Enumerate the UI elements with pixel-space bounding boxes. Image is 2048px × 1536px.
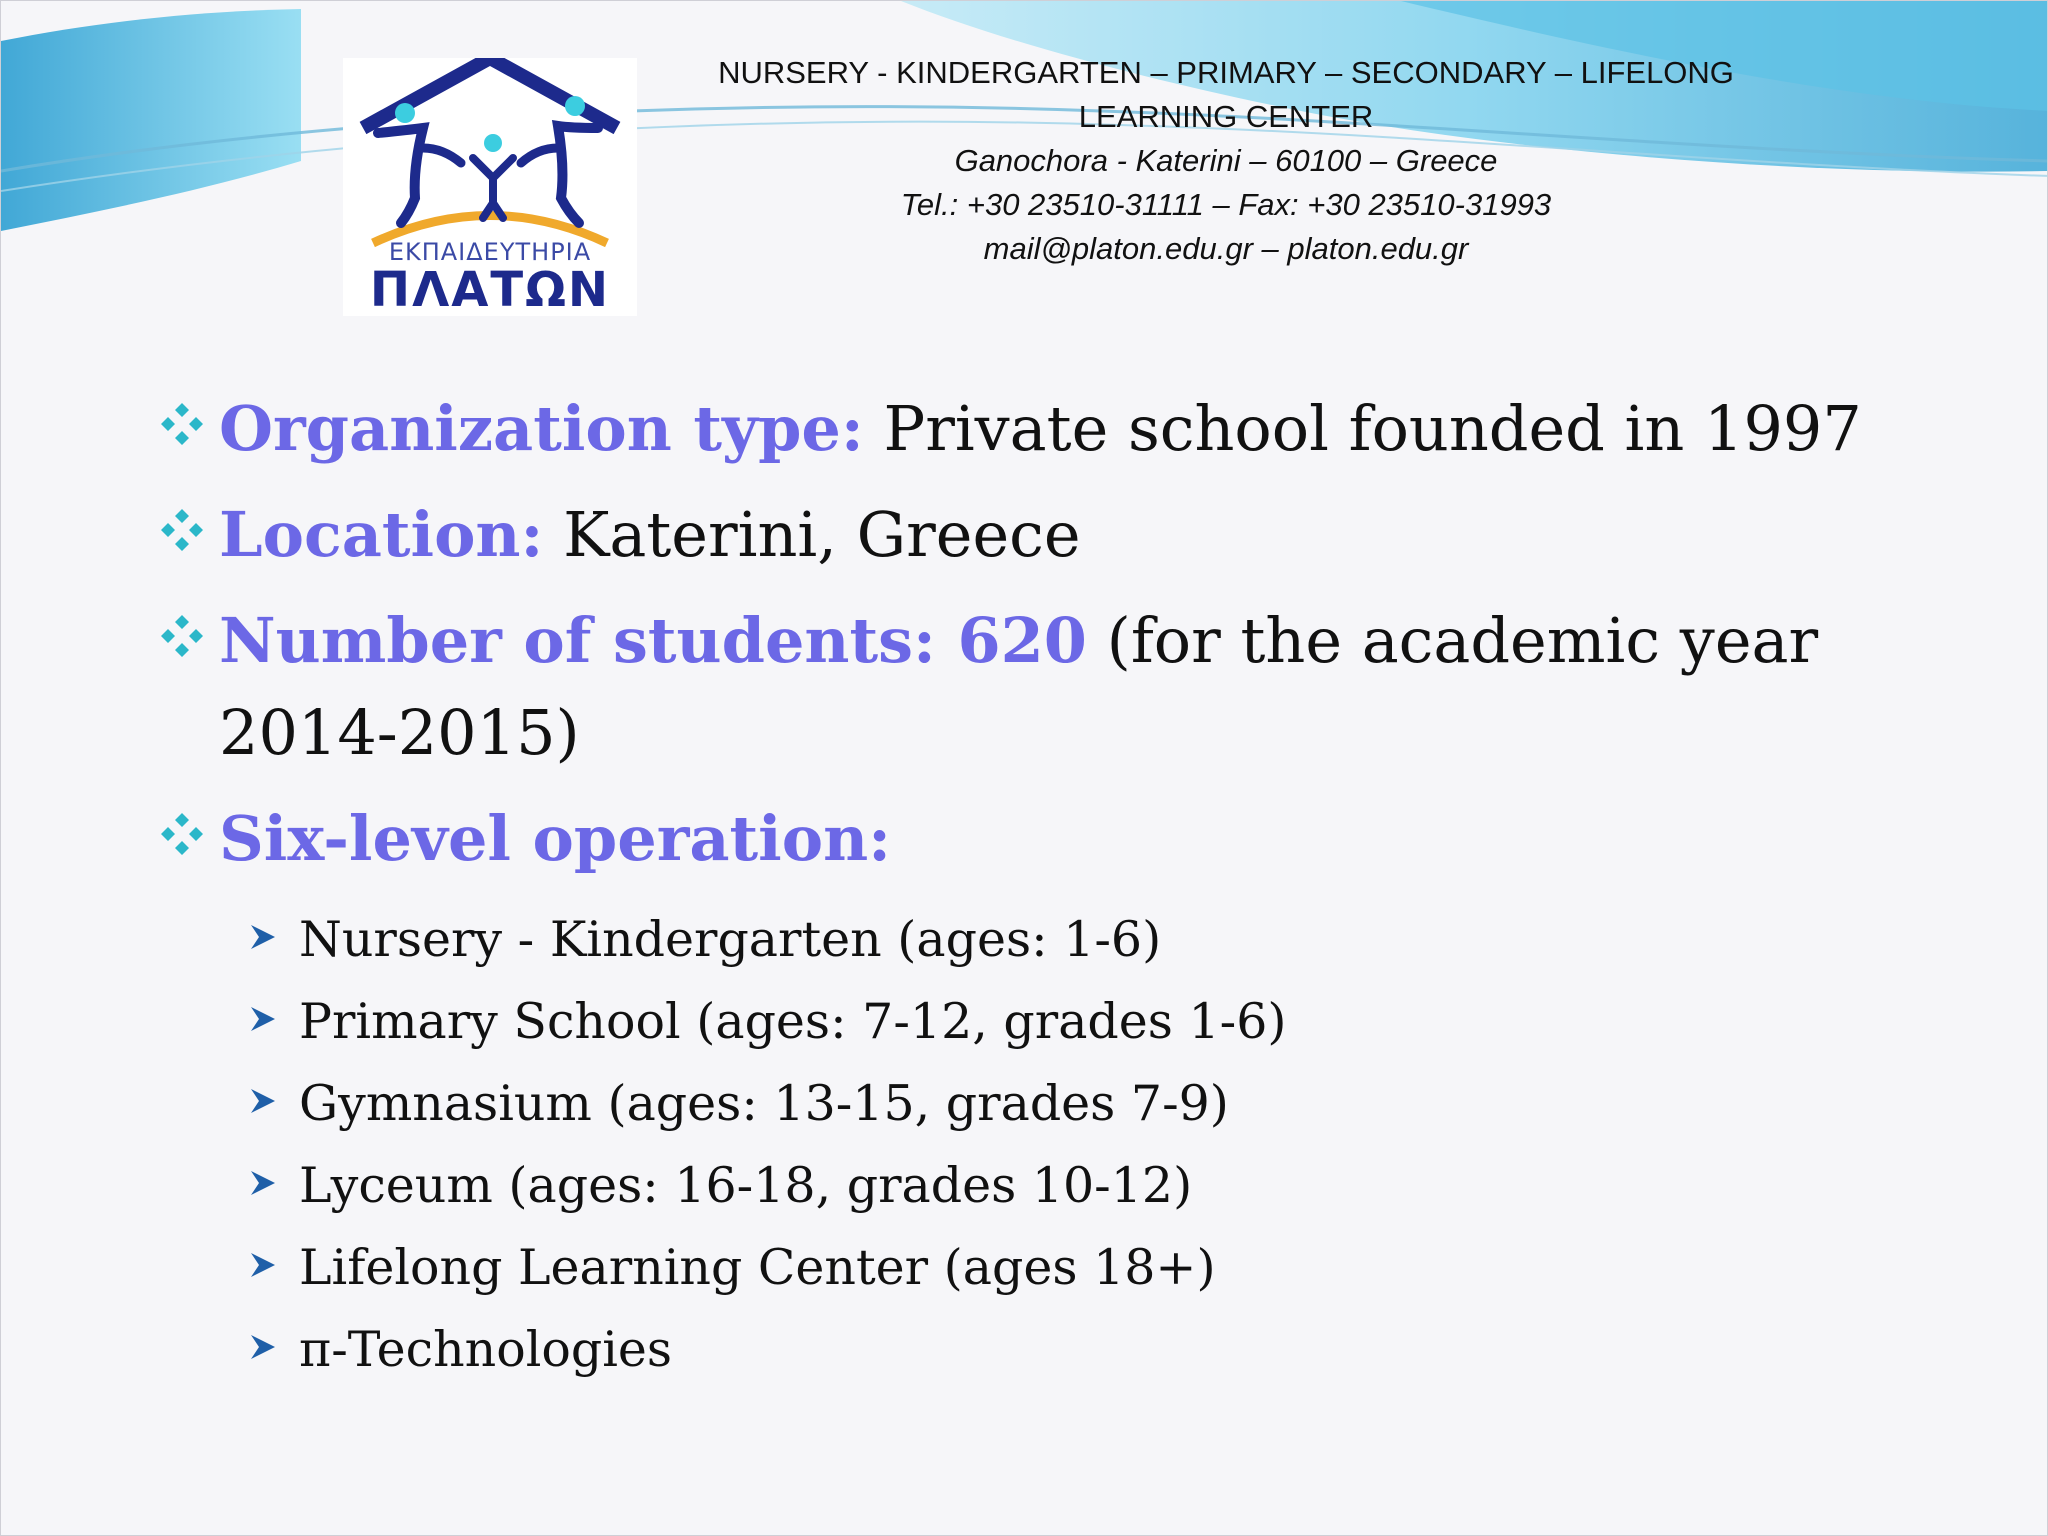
level-text: Primary School (ages: 7-12, grades 1-6) [299, 993, 1287, 1050]
level-text: Lifelong Learning Center (ages 18+) [299, 1239, 1216, 1296]
level-text: Gymnasium (ages: 13-15, grades 7-9) [299, 1075, 1229, 1132]
level-text: Nursery - Kindergarten (ages: 1-6) [299, 911, 1162, 968]
level-item [159, 899, 1919, 981]
arrow-bullet-icon [247, 1249, 279, 1281]
level-item [159, 1063, 1919, 1145]
diamond-bullet-icon [159, 401, 205, 447]
arrow-bullet-icon [247, 1085, 279, 1117]
header-line-1: NURSERY - KINDERGARTEN – PRIMARY – SECONDARY – LIFELONG [718, 55, 1734, 90]
bullet-label: Six-level operation: [219, 802, 892, 875]
diamond-bullet-icon [159, 811, 205, 857]
arrow-bullet-icon [247, 1167, 279, 1199]
header-phone: Tel.: +30 23510-31111 – Fax: +30 23510-31993 [900, 187, 1552, 222]
bullet-location [159, 489, 1919, 581]
slide-content [159, 383, 1919, 1391]
school-header [661, 51, 1791, 271]
bullet-organization-type [159, 383, 1919, 475]
bullet-six-level-operation [159, 793, 1919, 885]
header-line-2: LEARNING CENTER [1078, 99, 1374, 134]
diamond-bullet-icon [159, 613, 205, 659]
bullet-label: Location: [219, 498, 544, 571]
diamond-bullet-icon [159, 507, 205, 553]
level-item [159, 1227, 1919, 1309]
header-contact: mail@platon.edu.gr – platon.edu.gr [983, 231, 1469, 266]
bullet-value: Katerini, Greece [543, 498, 1081, 571]
arrow-bullet-icon [247, 1331, 279, 1363]
platon-logo [343, 58, 637, 316]
bullet-value: Private school founded in 1997 [863, 392, 1862, 465]
level-text: Lyceum (ages: 16-18, grades 10-12) [299, 1157, 1193, 1214]
bullet-continuation: 2014-2015) [219, 696, 580, 769]
bullet-number-of-students [159, 595, 1919, 779]
level-item [159, 1145, 1919, 1227]
bullet-label: Number of students: 620 [219, 604, 1087, 677]
level-item [159, 1309, 1919, 1391]
level-item [159, 981, 1919, 1063]
logo-name: ΠΛΑΤΩΝ [369, 262, 611, 318]
bullet-value: (for the academic year [1086, 604, 1819, 677]
level-text: π-Technologies [299, 1321, 673, 1378]
arrow-bullet-icon [247, 1003, 279, 1035]
header-address: Ganochora - Katerini – 60100 – Greece [954, 143, 1498, 178]
bullet-label: Organization type: [219, 392, 864, 465]
logo-subtitle: ΕΚΠΑΙΔΕΥΤΗΡΙΑ [388, 238, 592, 266]
arrow-bullet-icon [247, 921, 279, 953]
